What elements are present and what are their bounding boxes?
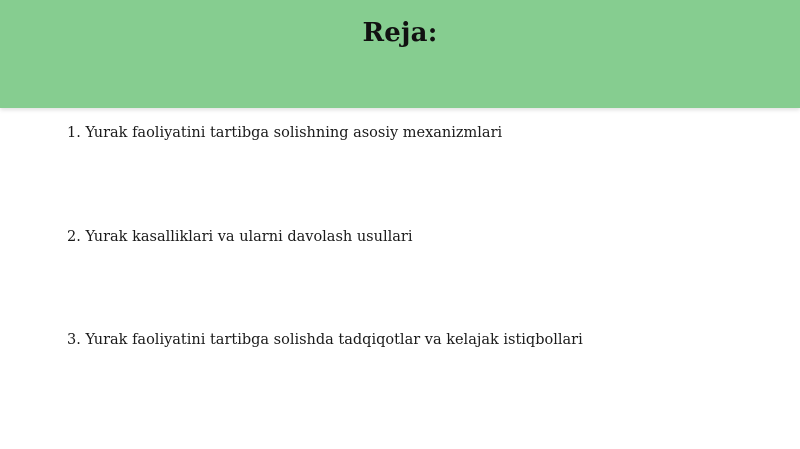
slide-title: Reja: [362, 18, 438, 48]
plan-item-2: 2. Yurak kasalliklari va ularni davolash usullari [67, 229, 413, 245]
plan-item-3: 3. Yurak faoliyatini tartibga solishda tadqiqotlar va kelajak istiqbollari [67, 332, 583, 348]
plan-item-1: 1. Yurak faoliyatini tartibga solishning asosiy mexanizmlari [67, 125, 503, 141]
header-band [0, 0, 800, 108]
